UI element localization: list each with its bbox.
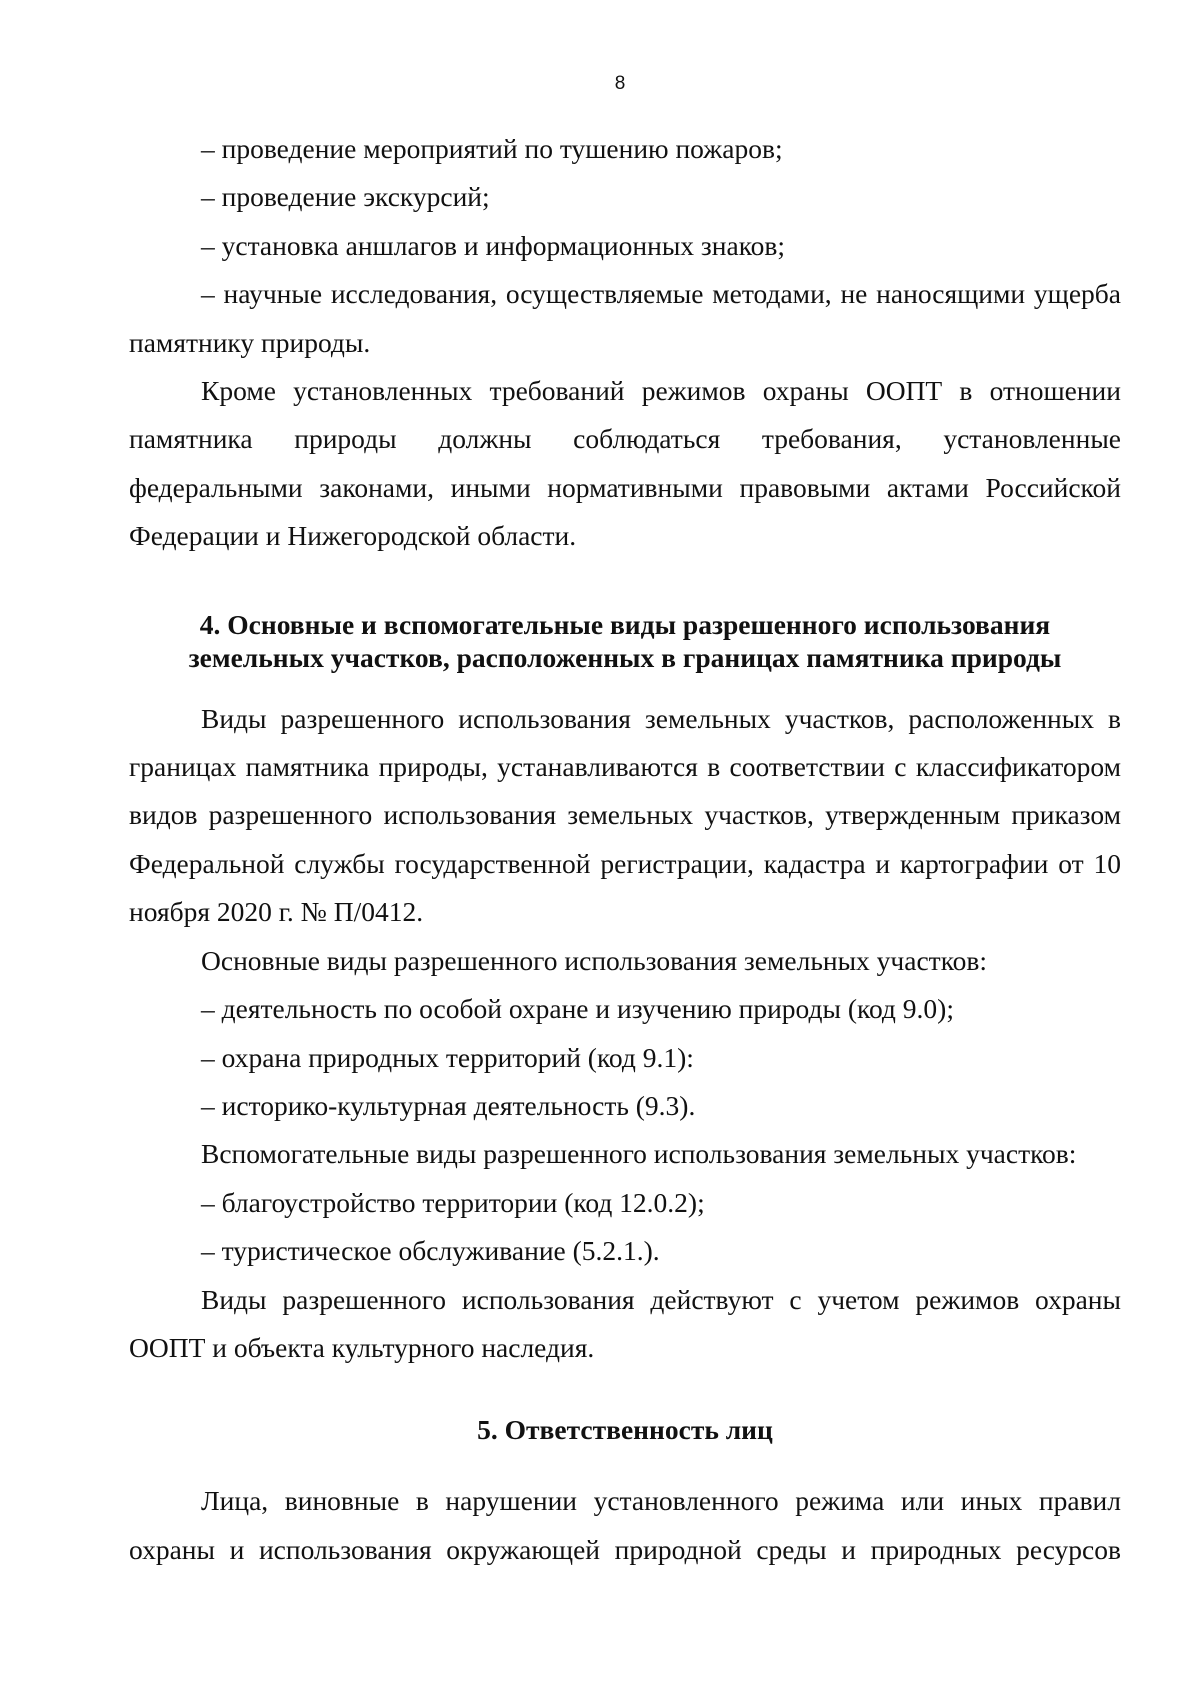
paragraph-main-uses-intro: Основные виды разрешенного использования земельных участков:	[201, 944, 988, 976]
list-item-research: – научные исследования, осуществляемые методами, не наносящими ущерба памятнику природы.	[129, 278, 1121, 358]
section-4-heading-line-1: 4. Основные и вспомогательные виды разрешенного использования	[199, 608, 1051, 640]
list-item-main-use-2: – охрана природных территорий (код 9.1):	[201, 1041, 694, 1073]
document-body	[129, 125, 1121, 1574]
paragraph-liability: Лица, виновные в нарушении установленного режима или иных правил охраны и использования окружающей природной среды и природных ресурсов	[129, 1485, 1121, 1565]
list-item-auxiliary-use-1: – благоустройство территории (код 12.0.2);	[201, 1186, 705, 1218]
paragraph-classifier: Виды разрешенного использования земельных участков, расположенных в границах памятника природы, устанавливаются в соответствии с классификатором видов разрешенного использования земельных участков, утвержденным приказом Федеральной службы государственной регистрации, кадастра и картографии от 10 ноября 2020 г. № П/0412.	[129, 702, 1121, 928]
list-item-excursions: – проведение экскурсий;	[201, 181, 490, 213]
list-item-fire-fighting: – проведение мероприятий по тушению пожаров;	[201, 133, 783, 164]
list-item-main-use-3: – историко-культурная деятельность (9.3).	[201, 1089, 696, 1121]
paragraph-uses-regime: Виды разрешенного использования действуют с учетом режимов охраны ООПТ и объекта культурного наследия.	[129, 1283, 1121, 1363]
section-4-heading	[129, 608, 1121, 674]
paragraph-auxiliary-uses-intro: Вспомогательные виды разрешенного использования земельных участков:	[201, 1138, 1077, 1170]
paragraph-requirements: Кроме установленных требований режимов охраны ООПТ в отношении памятника природы должны соблюдаться требования, установленные федеральными законами, иными нормативными правовыми актами Российской Федерации и Нижегородской области.	[129, 375, 1121, 552]
list-item-auxiliary-use-2: – туристическое обслуживание (5.2.1.).	[201, 1235, 660, 1267]
section-5-heading: 5. Ответственность лиц	[477, 1414, 773, 1446]
list-item-signs: – установка аншлагов и информационных знаков;	[201, 229, 786, 261]
list-item-main-use-1: – деятельность по особой охране и изучению природы (код 9.0);	[201, 993, 954, 1025]
page-number: 8	[614, 73, 626, 94]
section-4-heading-line-2: земельных участков, расположенных в границах памятника природы	[188, 641, 1062, 673]
